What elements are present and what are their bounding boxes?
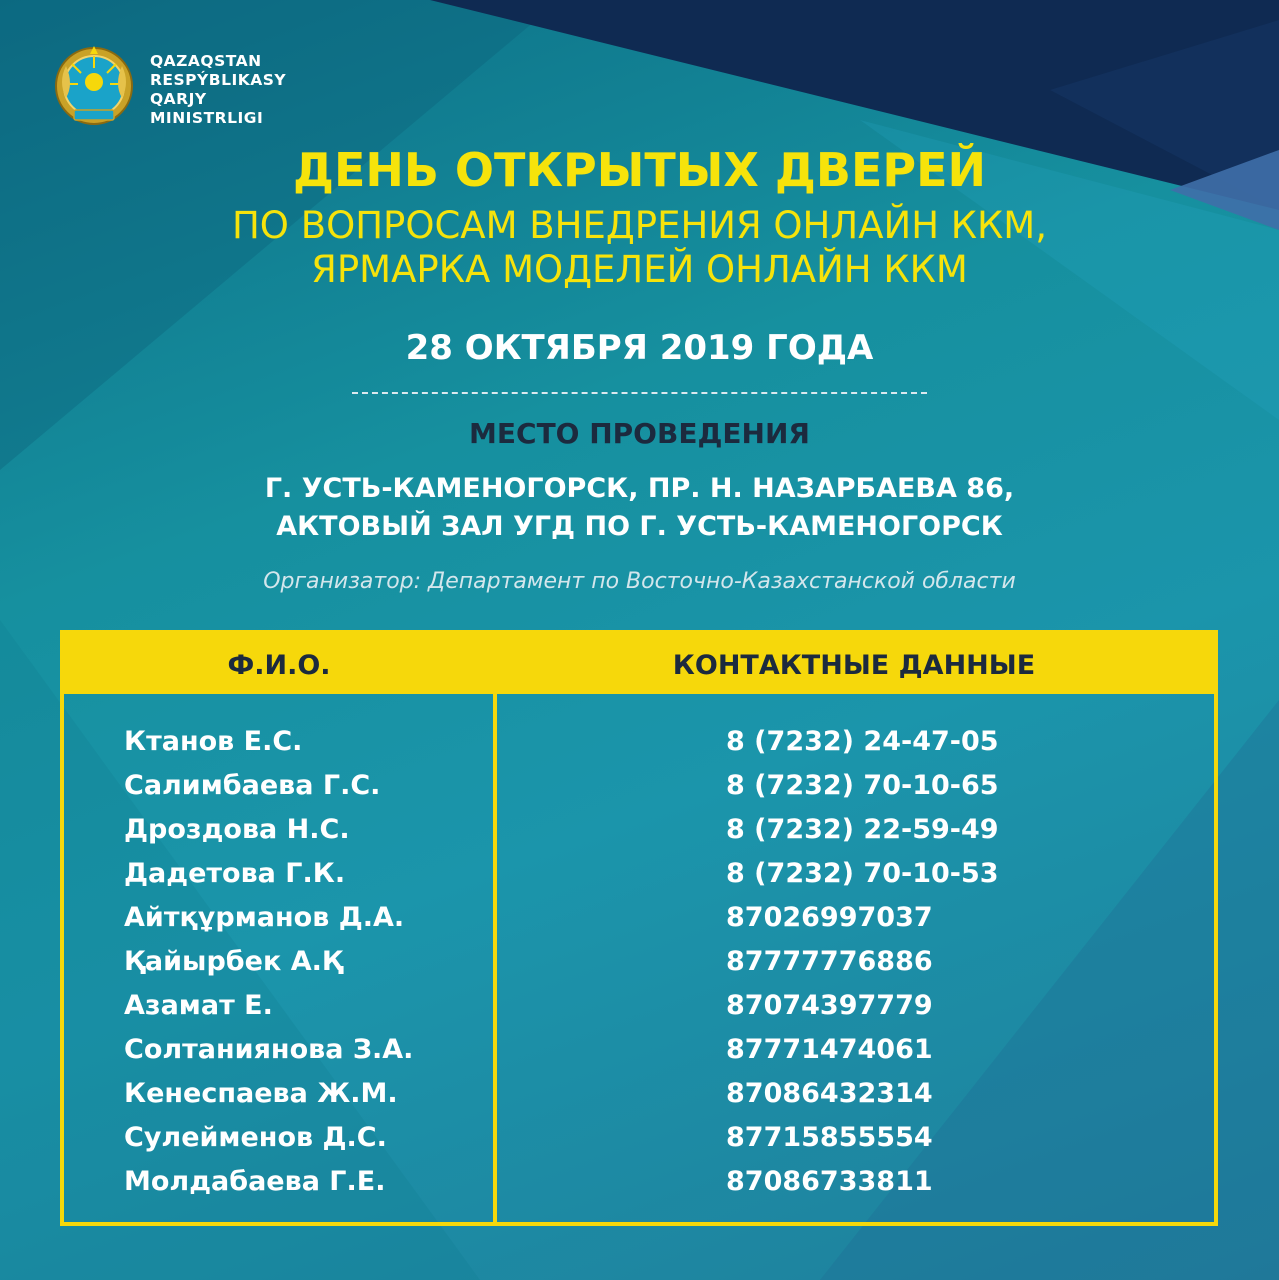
dashed-divider [352, 392, 927, 394]
page-title: ДЕНЬ ОТКРЫТЫХ ДВЕРЕЙ [292, 143, 987, 197]
ministry-name [150, 52, 286, 128]
table-row-name: Дадетова Г.К. [124, 858, 346, 889]
table-row-contact: 87074397779 [726, 990, 933, 1021]
table-row-name: Солтаниянова З.А. [124, 1034, 414, 1065]
table-row-name: Кенеспаева Ж.М. [124, 1078, 398, 1109]
names-column [124, 720, 484, 1204]
event-date: 28 ОКТЯБРЯ 2019 ГОДА [405, 328, 874, 368]
table-row-contact: 87026997037 [726, 902, 933, 933]
column-header-name: Ф.И.О. [227, 650, 331, 681]
state-emblem [52, 44, 136, 132]
ministry-line: QARJY [150, 90, 207, 108]
table-row-name: Дроздова Н.С. [124, 814, 350, 845]
table-row-contact: 8 (7232) 70-10-53 [726, 858, 999, 889]
ministry-line: MINISTRLIGI [150, 109, 264, 127]
page-subtitle [0, 204, 1279, 292]
ministry-line: QAZAQSTAN [150, 52, 262, 70]
table-row-contact: 87771474061 [726, 1034, 933, 1065]
venue-label: МЕСТО ПРОВЕДЕНИЯ [469, 417, 810, 450]
table-row-contact: 87777776886 [726, 946, 933, 977]
venue-address [0, 470, 1279, 546]
column-header-contact: КОНТАКТНЫЕ ДАННЫЕ [672, 650, 1036, 681]
column-divider [493, 694, 497, 1226]
ministry-line: RESPÝBLIKASY [150, 71, 287, 89]
table-row-contact: 8 (7232) 22-59-49 [726, 814, 999, 845]
table-row-name: Салимбаева Г.С. [124, 770, 381, 801]
table-row-name: Сулейменов Д.С. [124, 1122, 387, 1153]
table-row-contact: 8 (7232) 24-47-05 [726, 726, 999, 757]
table-row-name: Қайырбек А.Қ [124, 946, 343, 977]
table-row-name: Молдабаева Г.Е. [124, 1166, 386, 1197]
emblem-icon [52, 44, 136, 132]
venue-line: АКТОВЫЙ ЗАЛ УГД ПО Г. УСТЬ-КАМЕНОГОРСК [276, 511, 1003, 542]
contacts-column [726, 720, 1146, 1204]
table-header [64, 634, 1214, 694]
table-row-contact: 87715855554 [726, 1122, 933, 1153]
table-row-contact: 8 (7232) 70-10-65 [726, 770, 999, 801]
table-row-contact: 87086733811 [726, 1166, 933, 1197]
venue-line: Г. УСТЬ-КАМЕНОГОРСК, ПР. Н. НАЗАРБАЕВА 86, [264, 473, 1015, 504]
contacts-table [60, 630, 1218, 1226]
organizer-note: Организатор: Департамент по Восточно-Казахстанской области [263, 569, 1016, 594]
table-row-name: Айтқұрманов Д.А. [124, 902, 405, 933]
subtitle-line: ПО ВОПРОСАМ ВНЕДРЕНИЯ ОНЛАЙН ККМ, [231, 204, 1047, 247]
table-row-name: Азамат Е. [124, 990, 273, 1021]
subtitle-line: ЯРМАРКА МОДЕЛЕЙ ОНЛАЙН ККМ [311, 248, 968, 291]
table-row-contact: 87086432314 [726, 1078, 933, 1109]
table-row-name: Ктанов Е.С. [124, 726, 303, 757]
